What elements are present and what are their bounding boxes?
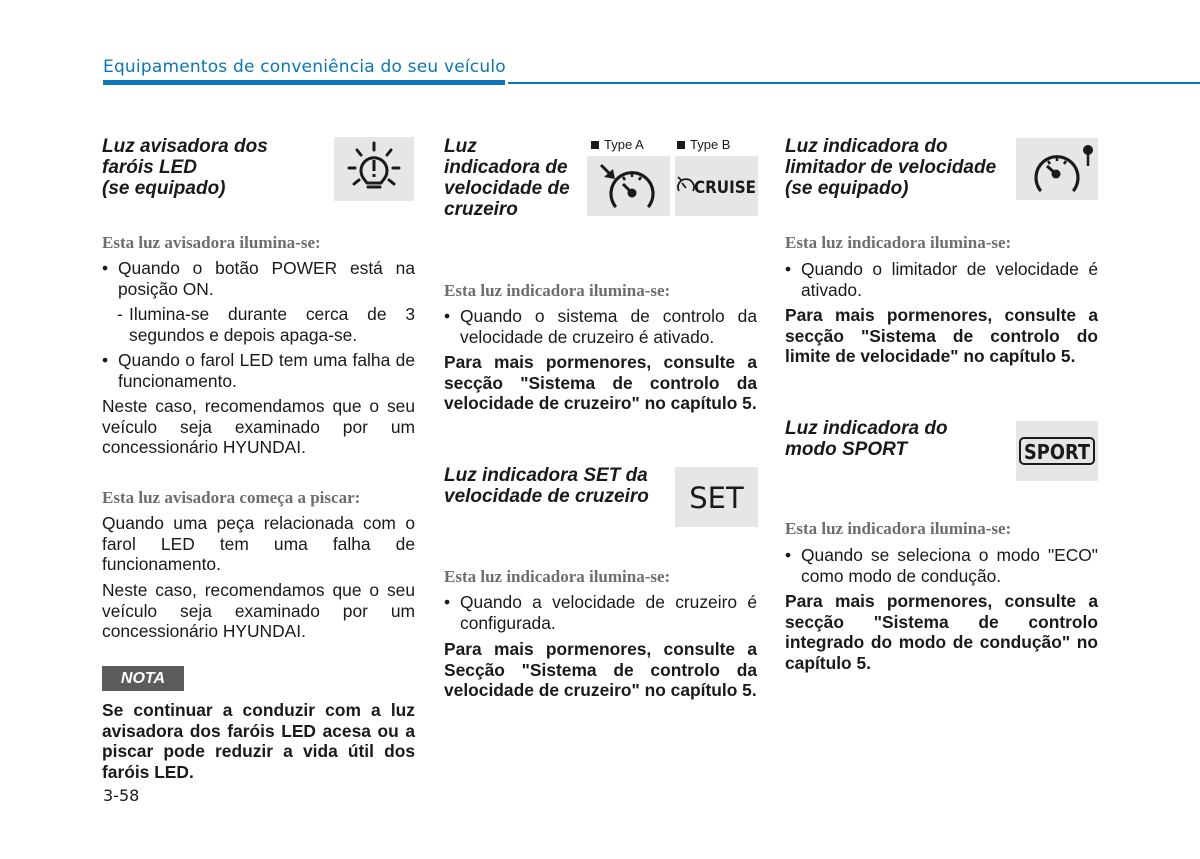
subhead: Esta luz indicadora ilumina-se: [444, 567, 671, 586]
set-indicator-title [444, 465, 649, 507]
section-header-title: Equipamentos de conveniência do seu veículo [103, 57, 506, 77]
subhead: Esta luz indicadora ilumina-se: [785, 233, 1012, 252]
cruise-text-icon [675, 156, 758, 216]
nota-badge: NOTA [102, 666, 184, 691]
speed-limiter-icon [1016, 138, 1098, 200]
title-line: Luz [444, 136, 477, 157]
cruise-icon-text: CRUISE [694, 178, 756, 197]
set-indicator-icon [675, 467, 758, 527]
list-item: • Quando a velocidade de cruzeiro é configurada. [444, 592, 757, 633]
title-line: velocidade de cruzeiro [444, 486, 649, 507]
speed-limiter-title [785, 136, 996, 199]
title-line: Luz indicadora SET da [444, 465, 648, 486]
title-line: limitador de velocidade [785, 157, 997, 178]
list-item: • Quando o farol LED tem uma falha de funcionamento. [102, 350, 415, 391]
title-line: faróis LED [102, 157, 198, 178]
page-number: 3-58 [103, 786, 140, 805]
title-line: (se equipado) [102, 178, 226, 199]
list-item: • Quando o limitador de velocidade é ativado. [785, 259, 1098, 300]
cruise-indicator-title [444, 136, 570, 220]
type-a-label: Type A [591, 137, 644, 152]
title-line: Luz avisadora dos [102, 136, 268, 157]
title-line: indicadora de [444, 157, 568, 178]
sport-mode-icon [1016, 421, 1098, 481]
reference-note: Para mais pormenores, consulte a Secção "Sistema de controlo da velocidade de cruzeiro" no capítulo 5. [444, 639, 757, 700]
paragraph: Quando uma peça relacionada com o farol LED tem uma falha de funcionamento. [102, 513, 415, 574]
paragraph: Neste caso, recomendamos que o seu veículo seja examinado por um concessionário HYUNDAI. [102, 580, 415, 641]
title-line: (se equipado) [785, 178, 909, 199]
list-item: - Ilumina-se durante cerca de 3 segundos e depois apaga-se. [117, 304, 415, 345]
subhead: Esta luz indicadora ilumina-se: [444, 281, 671, 300]
title-line: cruzeiro [444, 199, 518, 220]
title-line: velocidade de [444, 178, 570, 199]
paragraph: Neste caso, recomendamos que o seu veículo seja examinado por um concessionário HYUNDAI. [102, 396, 415, 457]
subhead: Esta luz avisadora começa a piscar: [102, 488, 361, 507]
sport-mode-title [785, 418, 948, 460]
reference-note: Para mais pormenores, consulte a secção "Sistema de controlo do limite de velocidade" no capítulo 5. [785, 305, 1098, 366]
subhead: Esta luz avisadora ilumina-se: [102, 233, 321, 252]
sport-icon-text: SPORT [1024, 440, 1091, 464]
title-line: modo SPORT [785, 439, 908, 460]
type-b-label: Type B [677, 137, 730, 152]
subhead: Esta luz indicadora ilumina-se: [785, 519, 1012, 538]
list-item: • Quando o sistema de controlo da velocidade de cruzeiro é ativado. [444, 306, 757, 347]
list-item: • Quando se seleciona o modo "ECO" como modo de condução. [785, 545, 1098, 586]
reference-note: Para mais pormenores, consulte a secção "Sistema de controlo da velocidade de cruzeiro" no capítulo 5. [444, 352, 757, 413]
header-rule-thin [508, 82, 1200, 84]
led-warning-title [102, 136, 268, 199]
title-line: Luz indicadora do [785, 136, 948, 157]
led-headlamp-warning-icon [334, 137, 414, 201]
list-item: • Quando o botão POWER está na posição ON. [102, 258, 415, 299]
header-rule-thick [103, 80, 505, 85]
set-icon-text: SET [689, 481, 744, 515]
title-line: Luz indicadora do [785, 418, 948, 439]
nota-text: Se continuar a conduzir com a luz avisadora dos faróis LED acesa ou a piscar pode reduzir a vida útil dos faróis LED. [102, 700, 415, 782]
cruise-speedometer-icon [587, 156, 670, 216]
reference-note: Para mais pormenores, consulte a secção "Sistema de controlo integrado do modo de condução" no capítulo 5. [785, 591, 1098, 673]
